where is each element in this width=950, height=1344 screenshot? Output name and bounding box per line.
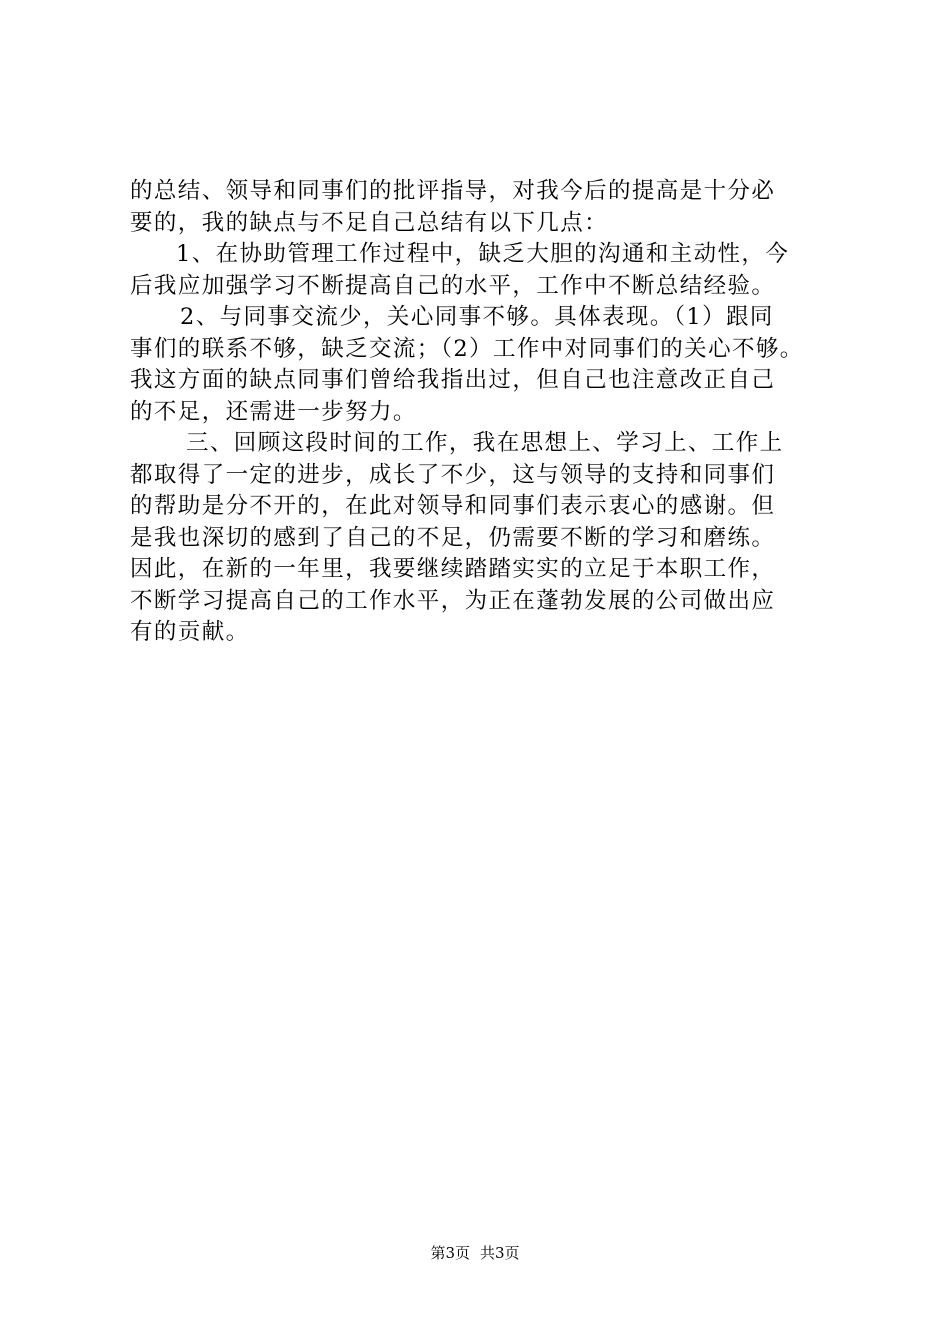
text-line: 我这方面的缺点同事们曾给我指出过，但自己也注意改正自己 <box>130 367 776 393</box>
paragraph-section-3-start: 三、回顾这段时间的工作，我在思想上、学习上、工作上 <box>186 430 784 456</box>
text-line: 是我也深切的感到了自己的不足，仍需要不断的学习和磨练。 <box>130 524 776 551</box>
text-line: 后我应加强学习不断提高自己的水平，工作中不断总结经验。 <box>130 272 776 299</box>
text-line: 的总结、领导和同事们的批评指导，对我今后的提高是十分必 <box>130 178 776 204</box>
paragraph-item-2-start: 2、与同事交流少，关心同事不够。具体表现。（1）跟同 <box>180 304 774 330</box>
paragraph-item-1-start: 1、在协助管理工作过程中，缺乏大胆的沟通和主动性，今 <box>176 241 790 267</box>
text-line: 要的，我的缺点与不足自己总结有以下几点： <box>130 209 609 236</box>
page-total: 共3页 <box>480 1244 520 1262</box>
text-line: 的帮助是分不开的，在此对领导和同事们表示衷心的感谢。但 <box>130 493 776 519</box>
text-line: 的不足，还需进一步努力。 <box>130 398 417 425</box>
text-line: 都取得了一定的进步，成长了不少，这与领导的支持和同事们 <box>130 461 776 488</box>
page-number: 第3页 <box>430 1244 470 1262</box>
text-line: 事们的联系不够，缺乏交流；（2）工作中对同事们的关心不够。 <box>130 335 804 362</box>
page-footer <box>0 1243 950 1263</box>
text-line: 不断学习提高自己的工作水平，为正在蓬勃发展的公司做出应 <box>130 587 776 614</box>
document-body <box>130 176 840 649</box>
text-line: 有的贡献。 <box>130 619 250 645</box>
text-line: 因此，在新的一年里，我要继续踏踏实实的立足于本职工作， <box>130 556 776 582</box>
